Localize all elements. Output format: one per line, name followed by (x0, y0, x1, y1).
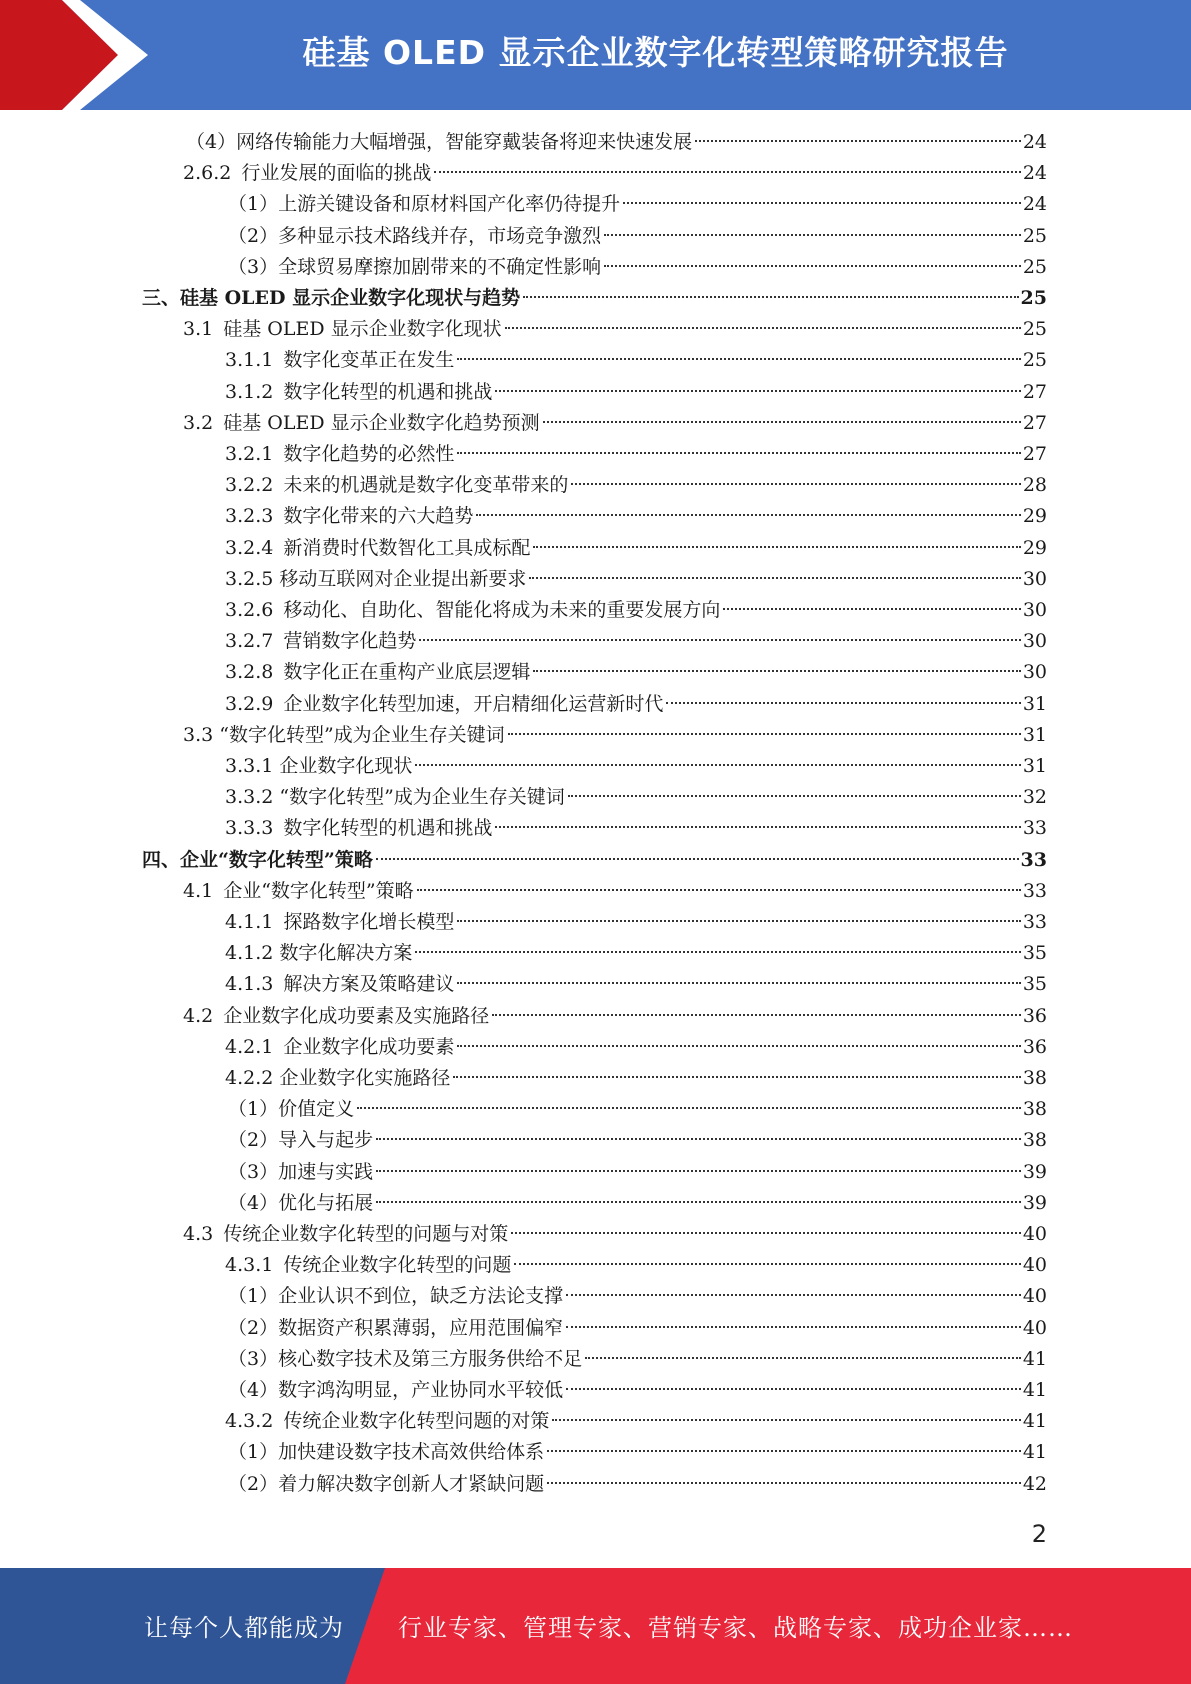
toc-entry[interactable] (228, 1281, 1047, 1312)
toc-entry[interactable] (228, 252, 1047, 283)
toc-entry-number: 4.3.1 (225, 1254, 274, 1277)
toc-dot-leader (495, 390, 1020, 392)
toc-entry-number: 4.2.1 (225, 1035, 274, 1058)
toc-entry-page: 40 (1022, 1285, 1047, 1308)
toc-dot-leader (547, 1482, 1021, 1484)
toc-dot-leader (415, 764, 1020, 766)
toc-entry-number: 3.1.1 (225, 349, 274, 372)
toc-entry[interactable] (225, 813, 1047, 844)
report-header (0, 0, 1191, 110)
toc-dot-leader (434, 171, 1020, 173)
toc-entry[interactable] (228, 221, 1047, 252)
toc-entry-number: 4.3 (183, 1223, 214, 1245)
toc-entry-page: 35 (1022, 942, 1047, 965)
toc-entry[interactable] (228, 1313, 1047, 1344)
toc-dot-leader (547, 1450, 1021, 1452)
toc-entry[interactable] (228, 1188, 1047, 1219)
toc-entry[interactable] (183, 408, 1047, 439)
toc-entry-page: 38 (1022, 1129, 1047, 1152)
toc-entry-title: 4.2.2 企业数字化实施路径 (225, 1067, 451, 1089)
toc-dot-leader (723, 608, 1020, 610)
toc-entry-page: 33 (1020, 848, 1047, 871)
toc-entry-title: 硅基 OLED 显示企业数字化现状 (223, 318, 502, 341)
toc-entry-title: 传统企业数字化转型问题的对策 (283, 1410, 550, 1433)
toc-entry-title: 传统企业数字化转型的问题与对策 (223, 1223, 509, 1245)
toc-entry[interactable] (225, 751, 1047, 782)
footer-banner (0, 1568, 1191, 1684)
toc-entry-page: 30 (1022, 630, 1047, 653)
toc-entry-title: 三、硅基 OLED 显示企业数字化现状与趋势 (142, 287, 521, 309)
toc-dot-leader (566, 1326, 1021, 1328)
toc-entry-page: 29 (1022, 536, 1047, 559)
toc-entry-page: 36 (1022, 1035, 1047, 1058)
toc-entry-title: 3.3.2 “数字化转型”成为企业生存关键词 (225, 786, 565, 809)
toc-entry-number: 4.2 (183, 1004, 214, 1027)
toc-entry-title: （2）多种显示技术路线并存，市场竞争激烈 (228, 224, 602, 247)
page-number: 2 (1031, 1520, 1047, 1548)
toc-entry-number: 3.2.9 (225, 692, 274, 715)
toc-entry-page: 25 (1020, 287, 1047, 309)
toc-entry-page: 27 (1022, 380, 1047, 403)
toc-dot-leader (505, 327, 1021, 329)
toc-dot-leader (457, 452, 1020, 454)
toc-entry[interactable] (225, 657, 1047, 688)
toc-entry[interactable] (142, 845, 1047, 876)
toc-entry[interactable] (225, 938, 1047, 969)
toc-entry-page: 39 (1022, 1160, 1047, 1183)
toc-entry-page: 28 (1022, 474, 1047, 497)
toc-dot-leader (566, 1294, 1021, 1296)
toc-entry-title: 企业数字化成功要素 (283, 1035, 455, 1058)
toc-dot-leader (457, 920, 1020, 922)
toc-entry-page: 31 (1022, 755, 1047, 777)
toc-entry[interactable] (228, 1157, 1047, 1188)
toc-entry-page: 40 (1022, 1254, 1047, 1277)
toc-entry-title: 营销数字化趋势 (283, 630, 417, 653)
toc-entry[interactable] (183, 1219, 1047, 1250)
toc-entry[interactable] (228, 1125, 1047, 1156)
toc-entry-page: 33 (1022, 911, 1047, 933)
toc-entry-title: 3.3.1 企业数字化现状 (225, 755, 413, 777)
toc-dot-leader (552, 1419, 1020, 1421)
toc-dot-leader (457, 982, 1020, 984)
toc-entry-title: 数字化带来的六大趋势 (283, 505, 474, 528)
toc-entry-title: （1）价值定义 (228, 1098, 355, 1121)
toc-dot-leader (566, 1388, 1021, 1390)
toc-entry[interactable] (225, 1406, 1047, 1437)
toc-entry[interactable] (228, 1344, 1047, 1375)
toc-entry[interactable] (225, 907, 1047, 938)
toc-entry[interactable] (183, 1001, 1047, 1032)
toc-dot-leader (376, 1138, 1021, 1140)
toc-entry-title: 3.3 “数字化转型”成为企业生存关键词 (183, 723, 505, 746)
toc-entry-number: 3.2.3 (225, 505, 274, 528)
toc-entry-number: 3.2.7 (225, 630, 274, 653)
toc-dot-leader (415, 951, 1020, 953)
toc-entry[interactable] (228, 1437, 1047, 1468)
toc-entry-page: 36 (1022, 1004, 1047, 1027)
toc-entry-number: 3.2 (183, 411, 214, 434)
toc-entry[interactable] (225, 1032, 1047, 1063)
toc-entry[interactable] (183, 876, 1047, 907)
toc-dot-leader (376, 1170, 1021, 1172)
toc-dot-leader (417, 889, 1021, 891)
toc-dot-leader (492, 1014, 1021, 1016)
toc-entry[interactable] (225, 689, 1047, 720)
toc-entry-title: 企业“数字化转型”策略 (223, 879, 414, 902)
toc-entry-title: （1）上游关键设备和原材料国产化率仍待提升 (228, 193, 621, 216)
toc-entry[interactable] (225, 626, 1047, 657)
toc-dot-leader (571, 483, 1020, 485)
toc-entry-page: 31 (1022, 692, 1047, 715)
toc-entry-title: （1）加快建设数字技术高效供给体系 (228, 1441, 545, 1464)
toc-entry-title: 数字化趋势的必然性 (283, 443, 455, 465)
toc-entry-page: 33 (1022, 879, 1047, 902)
toc-dot-leader (523, 296, 1018, 298)
toc-entry[interactable] (225, 1063, 1047, 1094)
toc-entry[interactable] (183, 720, 1047, 751)
toc-entry-number: 4.1.3 (225, 973, 274, 996)
toc-entry-number: 3.2.6 (225, 599, 274, 621)
toc-entry-title: 探路数字化增长模型 (283, 911, 455, 933)
toc-entry[interactable] (183, 314, 1047, 345)
toc-entry-title: （4）优化与拓展 (228, 1191, 374, 1214)
toc-entry-page: 35 (1022, 973, 1047, 996)
toc-entry[interactable] (183, 158, 1047, 189)
toc-dot-leader (568, 795, 1021, 797)
toc-entry-page: 27 (1022, 443, 1047, 465)
toc-entry-number: 3.2.4 (225, 536, 274, 559)
toc-entry-number: 4.3.2 (225, 1410, 274, 1433)
toc-entry-title: （2）导入与起步 (228, 1129, 374, 1152)
toc-entry-page: 33 (1022, 817, 1047, 840)
toc-entry-page: 38 (1022, 1098, 1047, 1121)
toc-dot-leader (604, 234, 1021, 236)
toc-entry-number: 3.2.2 (225, 474, 274, 497)
toc-entry-title: 3.2.5 移动互联网对企业提出新要求 (225, 567, 527, 590)
toc-entry-page: 24 (1022, 162, 1047, 185)
toc-dot-leader (533, 670, 1020, 672)
toc-dot-leader (514, 1263, 1020, 1265)
toc-entry[interactable] (228, 1094, 1047, 1125)
toc-entry[interactable] (225, 595, 1047, 626)
toc-entry-title: 新消费时代数智化工具成标配 (283, 536, 531, 559)
toc-entry-title: 硅基 OLED 显示企业数字化趋势预测 (223, 411, 540, 434)
toc-entry-page: 25 (1022, 255, 1047, 278)
toc-entry-title: 解决方案及策略建议 (283, 973, 455, 996)
toc-entry-page: 30 (1022, 567, 1047, 590)
report-title: 硅基 OLED 显示企业数字化转型策略研究报告 (302, 33, 1009, 72)
toc-dot-leader (457, 1045, 1020, 1047)
toc-dot-leader (543, 421, 1021, 423)
toc-entry-title: （2）着力解决数字创新人才紧缺问题 (228, 1472, 545, 1495)
toc-entry-page: 41 (1022, 1441, 1047, 1464)
toc-entry[interactable] (225, 439, 1047, 470)
toc-dot-leader (453, 1076, 1020, 1078)
toc-entry-page: 30 (1022, 599, 1047, 621)
toc-entry-number: 4.1 (183, 879, 214, 902)
toc-entry-title: （4）数字鸿沟明显，产业协同水平较低 (228, 1379, 564, 1401)
toc-entry-title: 四、企业“数字化转型”策略 (142, 848, 373, 871)
toc-entry-title: 行业发展的面临的挑战 (241, 162, 432, 185)
toc-entry-title: 未来的机遇就是数字化变革带来的 (283, 474, 569, 497)
toc-entry-title: 传统企业数字化转型的问题 (283, 1254, 512, 1277)
toc-entry-title: 移动化、自助化、智能化将成为未来的重要发展方向 (283, 599, 721, 621)
toc-dot-leader (585, 1357, 1021, 1359)
toc-dot-leader (695, 140, 1021, 142)
toc-dot-leader (604, 265, 1021, 267)
toc-entry-page: 41 (1022, 1379, 1047, 1401)
toc-entry[interactable] (186, 127, 1047, 158)
toc-entry-page: 30 (1022, 661, 1047, 684)
toc-dot-leader (623, 202, 1021, 204)
toc-entry[interactable] (225, 969, 1047, 1000)
toc-entry-page: 25 (1022, 224, 1047, 247)
toc-entry-page: 41 (1022, 1347, 1047, 1370)
toc-entry-page: 25 (1022, 349, 1047, 372)
toc-entry-number: 3.1 (183, 318, 214, 341)
footer-slogan-left: 让每个人都能成为 (144, 1614, 344, 1642)
toc-entry-page: 40 (1022, 1223, 1047, 1245)
toc-dot-leader (533, 546, 1020, 548)
toc-entry-number: 2.6.2 (183, 162, 232, 185)
toc-entry-page: 25 (1022, 318, 1047, 341)
toc-entry-page: 42 (1022, 1472, 1047, 1495)
toc-entry[interactable] (225, 564, 1047, 595)
toc-dot-leader (376, 858, 1019, 860)
toc-entry-title: 数字化转型的机遇和挑战 (283, 817, 493, 840)
toc-entry[interactable] (228, 1469, 1047, 1500)
toc-entry-number: 3.2.8 (225, 661, 274, 684)
toc-entry-page: 40 (1022, 1316, 1047, 1339)
toc-entry[interactable] (225, 345, 1047, 376)
toc-entry-title: （4）网络传输能力大幅增强，智能穿戴装备将迎来快速发展 (186, 131, 693, 153)
toc-entry-title: 企业数字化成功要素及实施路径 (223, 1004, 490, 1027)
toc-entry-page: 24 (1022, 193, 1047, 216)
footer-slogan-right: 行业专家、管理专家、营销专家、战略专家、成功企业家…… (398, 1614, 1073, 1642)
toc-entry-title: （1）企业认识不到位，缺乏方法论支撑 (228, 1285, 564, 1308)
toc-entry-title: 数字化正在重构产业底层逻辑 (283, 661, 531, 684)
toc-entry[interactable] (228, 189, 1047, 220)
toc-entry-number: 3.3.3 (225, 817, 274, 840)
toc-entry-page: 29 (1022, 505, 1047, 528)
toc-entry[interactable] (225, 1250, 1047, 1281)
toc-entry-title: 数字化变革正在发生 (283, 349, 455, 372)
toc-entry-number: 4.1.1 (225, 911, 274, 933)
toc-entry-title: （3）全球贸易摩擦加剧带来的不确定性影响 (228, 255, 602, 278)
toc-entry-title: 数字化转型的机遇和挑战 (283, 380, 493, 403)
toc-entry-title: （3）核心数字技术及第三方服务供给不足 (228, 1347, 583, 1370)
toc-dot-leader (476, 514, 1020, 516)
toc-dot-leader (357, 1107, 1021, 1109)
toc-dot-leader (376, 1201, 1021, 1203)
toc-entry[interactable] (225, 470, 1047, 501)
toc-dot-leader (495, 826, 1020, 828)
toc-entry-number: 3.2.1 (225, 443, 274, 465)
toc-entry-page: 27 (1022, 411, 1047, 434)
toc-entry-number: 3.1.2 (225, 380, 274, 403)
toc-entry-title: 企业数字化转型加速，开启精细化运营新时代 (283, 692, 664, 715)
toc-entry-page: 39 (1022, 1191, 1047, 1214)
toc-entry-title: （2）数据资产积累薄弱，应用范围偏窄 (228, 1316, 564, 1339)
toc-entry-page: 38 (1022, 1067, 1047, 1089)
toc-dot-leader (457, 358, 1020, 360)
toc-entry-title: 4.1.2 数字化解决方案 (225, 942, 413, 965)
toc-dot-leader (511, 1232, 1021, 1234)
toc-entry[interactable] (225, 377, 1047, 408)
toc-entry-page: 31 (1022, 723, 1047, 746)
toc-entry-page: 24 (1022, 131, 1047, 153)
toc-entry-page: 41 (1022, 1410, 1047, 1433)
toc-entry-page: 32 (1022, 786, 1047, 809)
toc-entry[interactable] (225, 533, 1047, 564)
toc-entry[interactable] (142, 283, 1047, 314)
toc-dot-leader (419, 639, 1020, 641)
toc-dot-leader (666, 702, 1020, 704)
toc-dot-leader (529, 577, 1020, 579)
toc-entry-title: （3）加速与实践 (228, 1160, 374, 1183)
toc-dot-leader (508, 733, 1021, 735)
toc-entry[interactable] (225, 782, 1047, 813)
toc-entry[interactable] (225, 501, 1047, 532)
toc-entry[interactable] (228, 1375, 1047, 1406)
header-chevron-decoration (0, 0, 150, 110)
